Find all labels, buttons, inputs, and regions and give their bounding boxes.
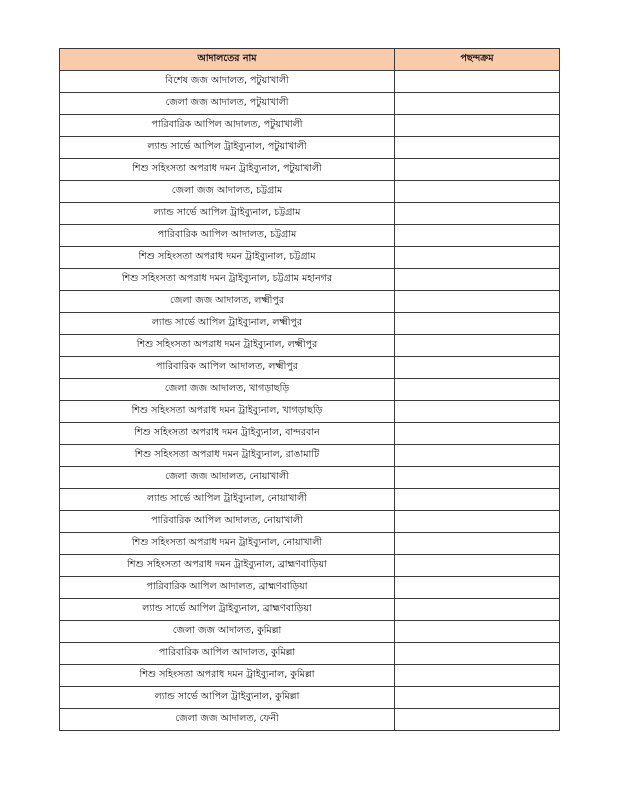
court-name-cell: শিশু সহিংসতা অপরাধ দমন ট্রাইব্যুনাল, নোয়াখালী [60, 533, 395, 555]
court-name-cell: শিশু সহিংসতা অপরাধ দমন ট্রাইব্যুনাল, পটুয়াখালী [60, 159, 395, 181]
preference-cell[interactable] [395, 379, 560, 401]
court-name-cell: পারিবারিক আপিল আদালত, নোয়াখালী [60, 511, 395, 533]
court-name-cell: শিশু সহিংসতা অপরাধ দমন ট্রাইব্যুনাল, চট্টগ্রাম মহানগর [60, 269, 395, 291]
table-row [60, 533, 560, 555]
table-row [60, 489, 560, 511]
preference-cell[interactable] [395, 511, 560, 533]
court-name-cell: জেলা জজ আদালত, চট্টগ্রাম [60, 181, 395, 203]
preference-cell[interactable] [395, 247, 560, 269]
court-name-cell: শিশু সহিংসতা অপরাধ দমন ট্রাইব্যুনাল, কুমিল্লা [60, 665, 395, 687]
preference-cell[interactable] [395, 225, 560, 247]
preference-cell[interactable] [395, 665, 560, 687]
table-row [60, 621, 560, 643]
table-row [60, 643, 560, 665]
court-name-cell: জেলা জজ আদালত, কুমিল্লা [60, 621, 395, 643]
court-name-cell: জেলা জজ আদালত, খাগড়াছড়ি [60, 379, 395, 401]
table-row [60, 335, 560, 357]
court-name-cell: শিশু সহিংসতা অপরাধ দমন ট্রাইব্যুনাল, রাঙামাটি [60, 445, 395, 467]
table-row [60, 71, 560, 93]
table-row [60, 709, 560, 731]
court-name-cell: পারিবারিক আপিল আদালত, কুমিল্লা [60, 643, 395, 665]
court-name-cell: জেলা জজ আদালত, পটুয়াখালী [60, 93, 395, 115]
table-body [60, 71, 560, 731]
table-row [60, 93, 560, 115]
table-row [60, 511, 560, 533]
court-name-cell: পারিবারিক আপিল আদালত, চট্টগ্রাম [60, 225, 395, 247]
table-row [60, 159, 560, 181]
preference-cell[interactable] [395, 621, 560, 643]
table-row [60, 203, 560, 225]
court-name-cell: ল্যান্ড সার্ভে আপিল ট্রাইব্যুনাল, নোয়াখালী [60, 489, 395, 511]
court-name-cell: ল্যান্ড সার্ভে আপিল ট্রাইব্যুনাল, লক্ষ্মীপুর [60, 313, 395, 335]
court-name-cell: জেলা জজ আদালত, ফেনী [60, 709, 395, 731]
court-name-cell: শিশু সহিংসতা অপরাধ দমন ট্রাইব্যুনাল, খাগড়াছড়ি [60, 401, 395, 423]
preference-cell[interactable] [395, 71, 560, 93]
preference-cell[interactable] [395, 401, 560, 423]
table-row [60, 599, 560, 621]
header-court-name: আদালতের নাম [60, 49, 395, 71]
preference-cell[interactable] [395, 445, 560, 467]
preference-cell[interactable] [395, 115, 560, 137]
court-name-cell: শিশু সহিংসতা অপরাধ দমন ট্রাইব্যুনাল, চট্টগ্রাম [60, 247, 395, 269]
table-row [60, 687, 560, 709]
table-row [60, 577, 560, 599]
table-row [60, 313, 560, 335]
preference-cell[interactable] [395, 599, 560, 621]
court-name-cell: জেলা জজ আদালত, লক্ষ্মীপুর [60, 291, 395, 313]
preference-cell[interactable] [395, 137, 560, 159]
court-name-cell: শিশু সহিংসতা অপরাধ দমন ট্রাইব্যুনাল, লক্ষ্মীপুর [60, 335, 395, 357]
court-name-cell: পারিবারিক আপিল আদালত, লক্ষ্মীপুর [60, 357, 395, 379]
preference-cell[interactable] [395, 269, 560, 291]
preference-cell[interactable] [395, 357, 560, 379]
preference-cell[interactable] [395, 335, 560, 357]
table-row [60, 137, 560, 159]
preference-cell[interactable] [395, 489, 560, 511]
table-row [60, 555, 560, 577]
preference-cell[interactable] [395, 577, 560, 599]
preference-cell[interactable] [395, 555, 560, 577]
preference-cell[interactable] [395, 313, 560, 335]
table-row [60, 247, 560, 269]
preference-cell[interactable] [395, 291, 560, 313]
preference-cell[interactable] [395, 203, 560, 225]
table-row [60, 423, 560, 445]
table-row [60, 401, 560, 423]
table-row [60, 269, 560, 291]
court-name-cell: ল্যান্ড সার্ভে আপিল ট্রাইব্যুনাল, ব্রাহ্মণবাড়িয়া [60, 599, 395, 621]
court-name-cell: বিশেষ জজ আদালত, পটুয়াখালী [60, 71, 395, 93]
court-name-cell: জেলা জজ আদালত, নোয়াখালী [60, 467, 395, 489]
table-row [60, 357, 560, 379]
court-preference-sheet [59, 48, 559, 731]
preference-cell[interactable] [395, 181, 560, 203]
court-name-cell: শিশু সহিংসতা অপরাধ দমন ট্রাইব্যুনাল, ব্রাহ্মণবাড়িয়া [60, 555, 395, 577]
court-preference-table [59, 48, 560, 731]
preference-cell[interactable] [395, 467, 560, 489]
preference-cell[interactable] [395, 423, 560, 445]
table-row [60, 379, 560, 401]
court-name-cell: ল্যান্ড সার্ভে আপিল ট্রাইব্যুনাল, কুমিল্লা [60, 687, 395, 709]
court-name-cell: ল্যান্ড সার্ভে আপিল ট্রাইব্যুনাল, পটুয়াখালী [60, 137, 395, 159]
preference-cell[interactable] [395, 687, 560, 709]
preference-cell[interactable] [395, 159, 560, 181]
court-name-cell: ল্যান্ড সার্ভে আপিল ট্রাইব্যুনাল, চট্টগ্রাম [60, 203, 395, 225]
court-name-cell: পারিবারিক আপিল আদালত, ব্রাহ্মণবাড়িয়া [60, 577, 395, 599]
table-row [60, 467, 560, 489]
table-row [60, 115, 560, 137]
preference-cell[interactable] [395, 93, 560, 115]
table-header [60, 49, 560, 71]
court-name-cell: শিশু সহিংসতা অপরাধ দমন ট্রাইব্যুনাল, বান্দরবান [60, 423, 395, 445]
table-row [60, 445, 560, 467]
header-row [60, 49, 560, 71]
table-row [60, 225, 560, 247]
header-preference: পছন্দক্রম [395, 49, 560, 71]
preference-cell[interactable] [395, 533, 560, 555]
table-row [60, 181, 560, 203]
court-name-cell: পারিবারিক আপিল আদালত, পটুয়াখালী [60, 115, 395, 137]
table-row [60, 665, 560, 687]
table-row [60, 291, 560, 313]
preference-cell[interactable] [395, 709, 560, 731]
preference-cell[interactable] [395, 643, 560, 665]
